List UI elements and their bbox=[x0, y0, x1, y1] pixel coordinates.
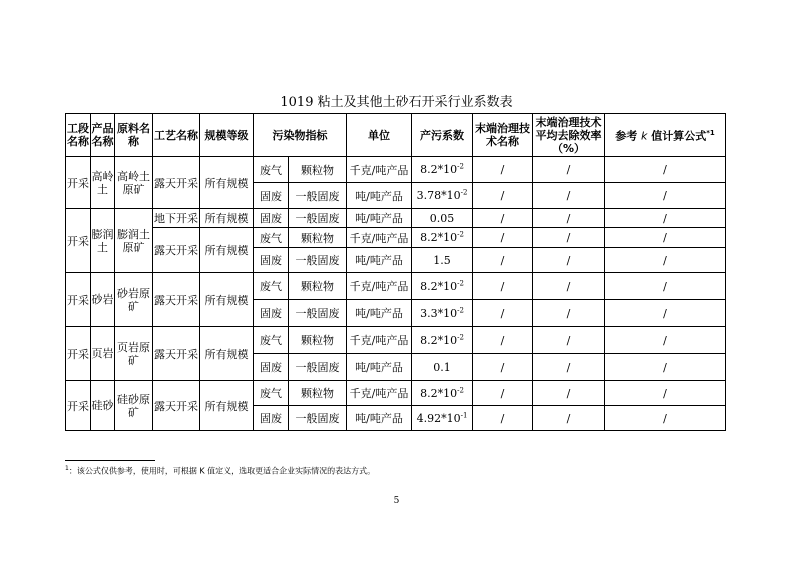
cell-coefficient bbox=[412, 327, 473, 354]
cell-category: 废气 bbox=[254, 157, 289, 183]
cell-treatment-efficiency: / bbox=[533, 354, 605, 381]
cell-category: 固废 bbox=[254, 248, 289, 273]
cell-treatment-name: / bbox=[473, 248, 533, 273]
cell-material: 页岩原矿 bbox=[115, 327, 153, 381]
cell-category: 固废 bbox=[254, 183, 289, 209]
cell-coefficient bbox=[412, 228, 473, 248]
cell-treatment-efficiency: / bbox=[533, 406, 605, 431]
header-k-formula bbox=[605, 114, 726, 157]
cell-indicator: 一般固废 bbox=[289, 209, 347, 228]
header-k-prefix: 参考 bbox=[615, 129, 638, 143]
cell-treatment-efficiency: / bbox=[533, 248, 605, 273]
cell-process: 开采 bbox=[66, 381, 91, 431]
cell-category: 废气 bbox=[254, 228, 289, 248]
cell-category: 固废 bbox=[254, 354, 289, 381]
cell-k-formula: / bbox=[605, 273, 726, 300]
cell-category: 固废 bbox=[254, 406, 289, 431]
coef-exponent: -2 bbox=[457, 305, 464, 314]
table-title: 1019 粘土及其他土砂石开采行业系数表 bbox=[280, 95, 513, 110]
cell-k-formula: / bbox=[605, 381, 726, 406]
cell-coefficient bbox=[412, 300, 473, 327]
cell-k-formula: / bbox=[605, 248, 726, 273]
cell-product: 高岭土 bbox=[91, 157, 115, 209]
cell-indicator: 颗粒物 bbox=[289, 228, 347, 248]
footnote bbox=[65, 465, 375, 477]
cell-scale: 所有规模 bbox=[200, 209, 254, 228]
cell-technique: 露天开采 bbox=[153, 157, 200, 209]
header-material: 原料名称 bbox=[115, 114, 153, 157]
cell-indicator: 颗粒物 bbox=[289, 157, 347, 183]
cell-unit: 千克/吨产品 bbox=[347, 273, 412, 300]
cell-coefficient: 0.1 bbox=[412, 354, 473, 381]
cell-technique: 露天开采 bbox=[153, 228, 200, 273]
cell-technique: 露天开采 bbox=[153, 327, 200, 381]
cell-treatment-name: / bbox=[473, 300, 533, 327]
cell-technique: 地下开采 bbox=[153, 209, 200, 228]
cell-treatment-name: / bbox=[473, 273, 533, 300]
cell-indicator: 颗粒物 bbox=[289, 327, 347, 354]
coef-exponent: -2 bbox=[457, 385, 464, 394]
cell-scale: 所有规模 bbox=[200, 157, 254, 209]
footnote-divider bbox=[65, 460, 155, 461]
cell-treatment-name: / bbox=[473, 228, 533, 248]
coef-exponent: -2 bbox=[457, 162, 464, 171]
cell-treatment-efficiency: / bbox=[533, 327, 605, 354]
cell-product: 页岩 bbox=[91, 327, 115, 381]
cell-category: 废气 bbox=[254, 273, 289, 300]
cell-material: 砂岩原矿 bbox=[115, 273, 153, 327]
cell-treatment-name: / bbox=[473, 354, 533, 381]
cell-unit: 吨/吨产品 bbox=[347, 354, 412, 381]
cell-k-formula: / bbox=[605, 183, 726, 209]
coef-base: 8.2*10 bbox=[420, 333, 458, 347]
cell-indicator: 一般固废 bbox=[289, 354, 347, 381]
cell-treatment-efficiency: / bbox=[533, 381, 605, 406]
cell-indicator: 颗粒物 bbox=[289, 273, 347, 300]
cell-treatment-name: / bbox=[473, 406, 533, 431]
cell-k-formula: / bbox=[605, 209, 726, 228]
coef-base: 3.3*10 bbox=[420, 306, 458, 320]
cell-unit: 吨/吨产品 bbox=[347, 183, 412, 209]
cell-coefficient: 0.05 bbox=[412, 209, 473, 228]
header-k-suffix: 值计算公式 bbox=[651, 129, 707, 143]
coef-exponent: -2 bbox=[460, 188, 468, 197]
cell-process: 开采 bbox=[66, 273, 91, 327]
footnote-marker: 1 bbox=[65, 465, 69, 472]
cell-coefficient bbox=[412, 273, 473, 300]
coefficient-table bbox=[65, 113, 726, 431]
cell-scale: 所有规模 bbox=[200, 228, 254, 273]
table-row bbox=[66, 209, 726, 228]
cell-scale: 所有规模 bbox=[200, 327, 254, 381]
cell-process: 开采 bbox=[66, 157, 91, 209]
header-unit: 单位 bbox=[347, 114, 412, 157]
table-header-row bbox=[66, 114, 726, 157]
cell-category: 废气 bbox=[254, 327, 289, 354]
coef-base: 4.92*10 bbox=[416, 411, 461, 425]
cell-unit: 吨/吨产品 bbox=[347, 209, 412, 228]
cell-treatment-name: / bbox=[473, 327, 533, 354]
cell-product: 砂岩 bbox=[91, 273, 115, 327]
coef-base: 3.78*10 bbox=[416, 189, 461, 202]
cell-treatment-name: / bbox=[473, 381, 533, 406]
coef-base: 8.2*10 bbox=[420, 279, 458, 293]
cell-indicator: 一般固废 bbox=[289, 248, 347, 273]
cell-unit: 吨/吨产品 bbox=[347, 300, 412, 327]
cell-treatment-efficiency: / bbox=[533, 209, 605, 228]
cell-treatment-efficiency: / bbox=[533, 183, 605, 209]
cell-indicator: 一般固废 bbox=[289, 300, 347, 327]
table-row bbox=[66, 157, 726, 183]
coef-exponent: -1 bbox=[460, 410, 468, 419]
cell-treatment-name: / bbox=[473, 209, 533, 228]
header-treatment-name: 末端治理技术名称 bbox=[473, 114, 533, 157]
cell-category: 固废 bbox=[254, 300, 289, 327]
cell-treatment-name: / bbox=[473, 157, 533, 183]
cell-coefficient bbox=[412, 183, 473, 209]
cell-unit: 吨/吨产品 bbox=[347, 248, 412, 273]
cell-coefficient: 1.5 bbox=[412, 248, 473, 273]
cell-treatment-efficiency: / bbox=[533, 300, 605, 327]
header-pollutant-indicator: 污染物指标 bbox=[254, 114, 347, 157]
cell-treatment-efficiency: / bbox=[533, 157, 605, 183]
cell-unit: 千克/吨产品 bbox=[347, 228, 412, 248]
cell-technique: 露天开采 bbox=[153, 273, 200, 327]
cell-k-formula: / bbox=[605, 406, 726, 431]
cell-unit: 千克/吨产品 bbox=[347, 381, 412, 406]
header-k-letter: k bbox=[641, 129, 648, 143]
cell-coefficient bbox=[412, 157, 473, 183]
cell-scale: 所有规模 bbox=[200, 273, 254, 327]
cell-treatment-efficiency: / bbox=[533, 228, 605, 248]
header-process: 工段名称 bbox=[66, 114, 91, 157]
cell-treatment-efficiency: / bbox=[533, 273, 605, 300]
coef-base: 8.2*10 bbox=[420, 386, 458, 400]
cell-indicator: 颗粒物 bbox=[289, 381, 347, 406]
page-number: 5 bbox=[393, 496, 400, 506]
cell-material: 膨润土原矿 bbox=[115, 209, 153, 273]
table-row bbox=[66, 273, 726, 300]
cell-unit: 千克/吨产品 bbox=[347, 157, 412, 183]
coef-exponent: -2 bbox=[457, 230, 464, 239]
table-row bbox=[66, 228, 726, 248]
header-k-footnote-mark: *1 bbox=[706, 129, 715, 138]
footnote-text: ：该公式仅供参考，使用时，可根据 K 值定义，选取更适合企业实际情况的表达方式。 bbox=[68, 466, 376, 476]
cell-unit: 吨/吨产品 bbox=[347, 406, 412, 431]
coef-base: 8.2*10 bbox=[420, 163, 458, 176]
header-technique: 工艺名称 bbox=[153, 114, 200, 157]
cell-product: 硅砂 bbox=[91, 381, 115, 431]
header-scale: 规模等级 bbox=[200, 114, 254, 157]
cell-k-formula: / bbox=[605, 157, 726, 183]
cell-process: 开采 bbox=[66, 209, 91, 273]
cell-k-formula: / bbox=[605, 300, 726, 327]
cell-unit: 千克/吨产品 bbox=[347, 327, 412, 354]
cell-category: 废气 bbox=[254, 381, 289, 406]
table-row bbox=[66, 381, 726, 406]
cell-k-formula: / bbox=[605, 354, 726, 381]
cell-treatment-name: / bbox=[473, 183, 533, 209]
header-coefficient: 产污系数 bbox=[412, 114, 473, 157]
cell-scale: 所有规模 bbox=[200, 381, 254, 431]
cell-k-formula: / bbox=[605, 228, 726, 248]
cell-process: 开采 bbox=[66, 327, 91, 381]
header-treatment-efficiency: 末端治理技术平均去除效率（%） bbox=[533, 114, 605, 157]
coef-exponent: -2 bbox=[457, 332, 464, 341]
cell-material: 硅砂原矿 bbox=[115, 381, 153, 431]
cell-category: 固废 bbox=[254, 209, 289, 228]
cell-indicator: 一般固废 bbox=[289, 406, 347, 431]
table-row bbox=[66, 327, 726, 354]
cell-indicator: 一般固废 bbox=[289, 183, 347, 209]
coef-exponent: -2 bbox=[457, 278, 464, 287]
header-product: 产品名称 bbox=[91, 114, 115, 157]
cell-technique: 露天开采 bbox=[153, 381, 200, 431]
cell-coefficient bbox=[412, 406, 473, 431]
cell-coefficient bbox=[412, 381, 473, 406]
cell-k-formula: / bbox=[605, 327, 726, 354]
cell-product: 膨润土 bbox=[91, 209, 115, 273]
coef-base: 8.2*10 bbox=[420, 231, 458, 244]
cell-material: 高岭土原矿 bbox=[115, 157, 153, 209]
